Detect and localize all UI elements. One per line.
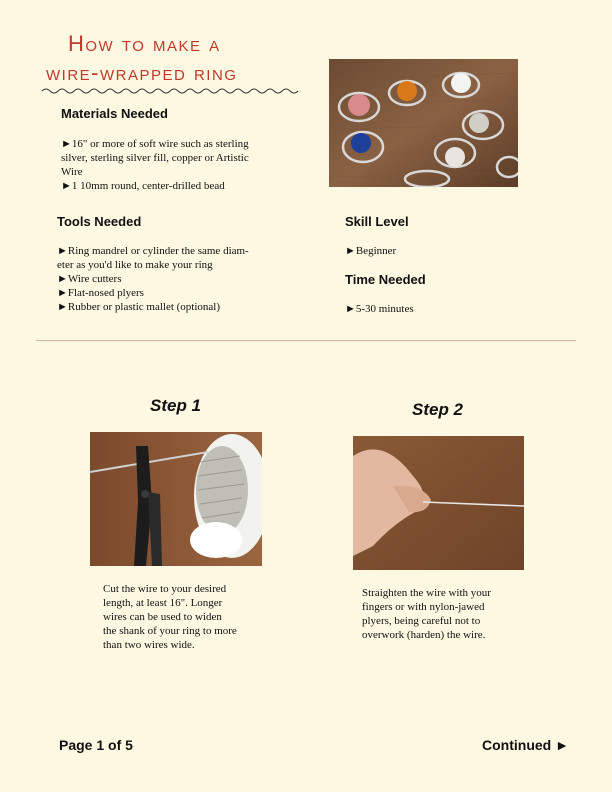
time-heading: Time Needed xyxy=(345,272,426,287)
continued-link[interactable]: Continued ► xyxy=(482,737,569,753)
step1-instructions xyxy=(103,582,268,652)
materials-line: silver, sterling silver fill, copper or Artistic xyxy=(61,152,249,164)
step1-line: than two wires wide. xyxy=(103,639,195,651)
step2-photo xyxy=(353,436,524,570)
step1-line: wires can be used to widen xyxy=(103,611,222,623)
section-divider xyxy=(36,340,576,341)
tools-line: ►Ring mandrel or cylinder the same diam- xyxy=(57,245,249,257)
step2-heading: Step 2 xyxy=(412,400,464,419)
tools-line: ►Wire cutters xyxy=(57,273,122,285)
step1-line: length, at least 16". Longer xyxy=(103,597,223,609)
materials-line: ►16" or more of soft wire such as sterling xyxy=(61,138,249,150)
materials-line: ►1 10mm round, center-drilled bead xyxy=(61,180,225,192)
page-number: Page 1 of 5 xyxy=(59,737,133,753)
skill-value: ►Beginner xyxy=(345,245,397,257)
step2-instructions xyxy=(362,586,527,642)
skill-heading: Skill Level xyxy=(345,214,409,229)
step2-line: overwork (harden) the wire. xyxy=(362,629,486,641)
step1-line: the shank of your ring to more xyxy=(103,625,237,637)
materials-heading: Materials Needed xyxy=(61,106,168,121)
rings-photo xyxy=(329,59,518,187)
time-value: ►5-30 minutes xyxy=(345,303,414,315)
step1-photo xyxy=(90,432,262,566)
title-underline-squiggle xyxy=(40,86,300,96)
title-line-2: wire-wrapped ring xyxy=(46,60,238,85)
tools-heading: Tools Needed xyxy=(57,214,142,229)
step1-heading: Step 1 xyxy=(150,396,202,415)
tools-line: ►Flat-nosed plyers xyxy=(57,287,144,299)
tools-line: eter as you'd like to make your ring xyxy=(57,259,213,271)
tools-list xyxy=(57,244,272,314)
title-line-1: How to make a xyxy=(68,31,221,56)
step2-line: fingers or with nylon-jawed xyxy=(362,601,485,613)
tools-line: ►Rubber or plastic mallet (optional) xyxy=(57,301,221,313)
step2-line: Straighten the wire with your xyxy=(362,587,491,599)
materials-line: Wire xyxy=(61,166,83,178)
materials-list xyxy=(61,137,276,193)
step2-line: plyers, being careful not to xyxy=(362,615,481,627)
step1-line: Cut the wire to your desired xyxy=(103,583,227,595)
